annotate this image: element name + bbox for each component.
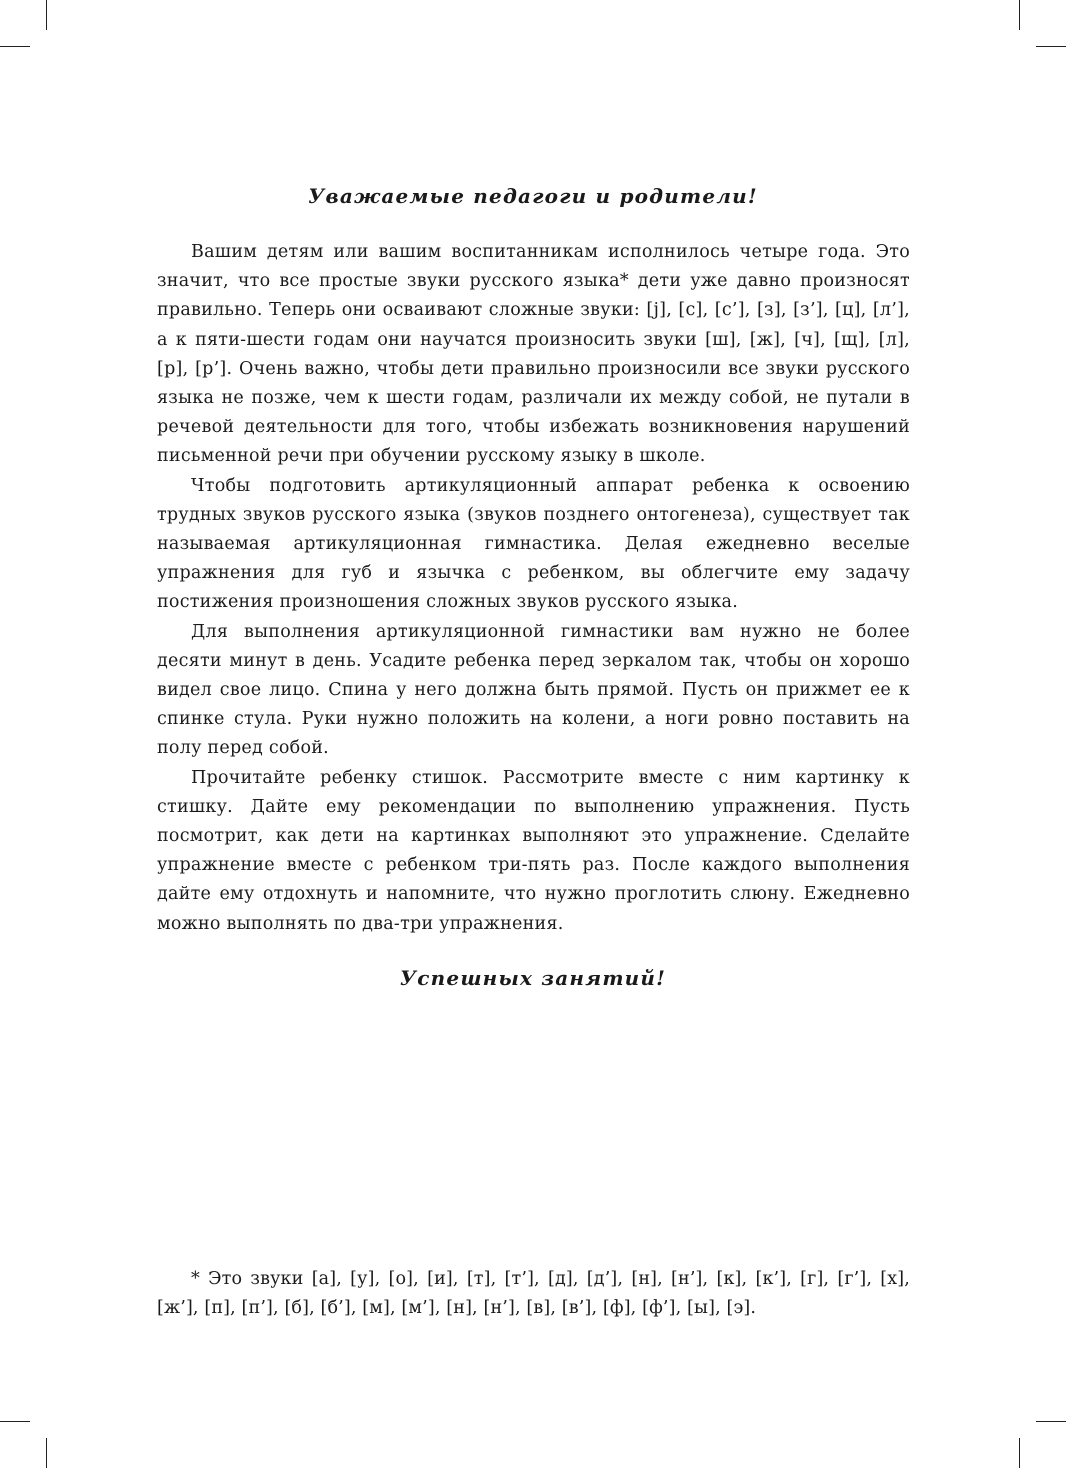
crop-mark-top-left-horizontal — [0, 46, 30, 47]
crop-mark-bottom-left-horizontal — [0, 1421, 30, 1422]
paragraph-2: Чтобы подготовить артикуляционный аппарат ребенка к освоению трудных звуков русского языка (звуков позднего онтогенеза), существует так называемая артикуляционная гимнастика. Делая ежедневно веселые упражнения для губ и язычка с ребенком, вы облегчите ему задачу постижения произношения сложных звуков русского языка. — [157, 475, 910, 613]
crop-mark-top-right-horizontal — [1036, 46, 1066, 47]
body-text — [157, 238, 910, 939]
crop-mark-bottom-right-horizontal — [1036, 1421, 1066, 1422]
paragraph-4: Прочитайте ребенку стишок. Рассмотрите вместе с ним картинку к стишку. Дайте ему рекомендации по выполнению упражнения. Пусть посмотрит, как дети на картинках выполняют это упражнение. Сделайте упражнение вместе с ребенком три-пять раз. После каждого выполнения дайте ему отдохнуть и напомните, что нужно проглотить слюну. Ежедневно можно выполнять по два-три упражнения. — [157, 767, 910, 934]
crop-mark-bottom-left-vertical — [46, 1438, 47, 1468]
footnote: * Это звуки [а], [у], [о], [и], [т], [т’], [д], [д’], [н], [н’], [к], [к’], [г], [г’], [х], [ж’], [п], [п’], [б], [б’], [м], [м’], [н], [н’], [в], [в’], [ф], [ф’], [ы], [э]. — [157, 1269, 910, 1318]
crop-mark-top-right-vertical — [1019, 0, 1020, 30]
page-title: Уважаемые педагоги и родители! — [308, 184, 758, 208]
crop-mark-bottom-right-vertical — [1019, 1438, 1020, 1468]
crop-mark-top-left-vertical — [46, 0, 47, 30]
paragraph-1: Вашим детям или вашим воспитанникам исполнилось четыре года. Это значит, что все простые звуки русского языка* дети уже давно произносят правильно. Теперь они осваивают сложные звуки: [j], [с], [с’], [з], [з’], [ц], [л’], а к пяти-шести годам они научатся произносить звуки [ш], [ж], [ч], [щ], [л], [р], [р’]. Очень важно, чтобы дети правильно произносили все звуки русского языка не позже, чем к шести годам, различали их между собой, не путали в речевой деятельности для того, чтобы избежать возникновения нарушений письменной речи при обучении русскому языку в школе. — [157, 242, 910, 467]
paragraph-3: Для выполнения артикуляционной гимнастики вам нужно не более десяти минут в день. Усадите ребенка перед зеркалом так, чтобы он хорошо видел свое лицо. Спина у него должна быть прямой. Пусть он прижмет ее к спинке стула. Руки нужно положить на колени, а ноги ровно поставить на полу перед собой. — [157, 621, 910, 759]
closing-wish: Успешных занятий! — [399, 966, 667, 990]
